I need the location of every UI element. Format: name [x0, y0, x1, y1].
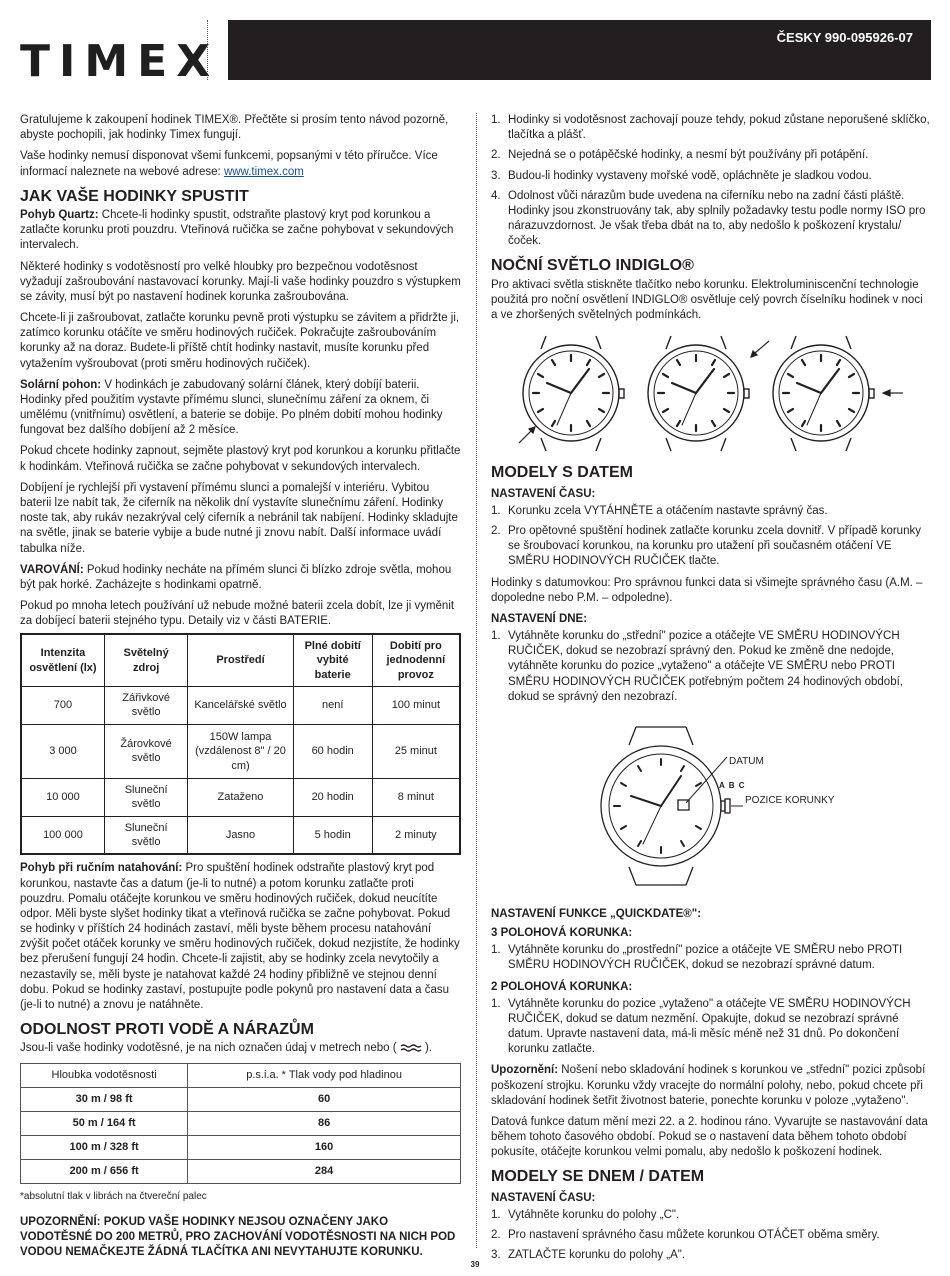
- table-header: Hloubka vodotěsnosti: [21, 1063, 188, 1087]
- left-column: [20, 113, 461, 1266]
- table-header-row: [21, 634, 460, 686]
- date-label: DATUM: [729, 755, 764, 767]
- table-cell: 20 hodin: [293, 778, 372, 816]
- table-cell: Kancelářské světlo: [188, 686, 293, 724]
- charging-paragraph: Dobíjení je rychlejší při vystavení přímému slunci a pomalejší v interiéru. Vybitou baterii lze nabít tak, že ciferník na několik dní vystavíte slunečnímu záření. Hodinky noste tak, aby rukáv nezakrýval celý ciferník a nebránil tak nabíjení. Hodinky skladujte na světle, jinak se baterie vybije a bude nutné ji znovu nabít. Další informace uvádí tabulka níže.: [20, 481, 458, 555]
- table-row: [21, 1087, 461, 1111]
- solar-start-paragraph: Pokud chcete hodinky zapnout, sejměte plastový kryt pod korunkou a korunku přitlačte k hodinkám. Vteřinová ručička se začne pohybovat v sekundových intervalech.: [20, 445, 461, 473]
- date-change-paragraph: Datová funkce datum mění mezi 22. a 2. hodinou ráno. Vyvarujte se nastavování data během tohoto časového období. Pokud se o nastavení data během tohoto období pokusíte, otáčejte korunkou velmi pomalu, aby nedošlo k poškození hodinek.: [491, 1115, 928, 1159]
- set-day-heading: NASTAVENÍ DNE:: [491, 612, 588, 625]
- day-list: [491, 629, 931, 705]
- quartz-paragraph: Pohyb Quartz: Chcete-li hodinky spustit, odstraňte plastový kryt pod korunkou a zatlačte korunku proti pouzdru. Vteřinová ručička se začne pohybovat v sekundových intervalech.: [20, 209, 454, 252]
- water-list: [491, 113, 931, 249]
- set-time-heading: NASTAVENÍ ČASU:: [491, 487, 596, 500]
- notice-paragraph: Upozornění: Nošení nebo skladování hodinek s korunkou ve „střední" pozici způsobí poškození strojku. Korunku vždy vracejte do normální polohy, nebo, pokud chcete při skladování hodinek šetřit životnost baterie, ponechte korunku v poloze „vytaženo".: [491, 1064, 926, 1107]
- three-position-list: [491, 943, 931, 973]
- list-item: 1. Vytáhněte korunku do „střední" pozice a otáčejte VE SMĚRU HODINOVÝCH RUČIČEK, dokud se nezobrazí správný den. Pokud ke změně dne nedojde, vytáhněte korunku do pozice „vytaženo" a otáčejte VE SMĚRU nebo PROTI SMĚRU HODINOVÝCH RUČIČEK potřebným počtem 24 hodinových období, dokud se správný den nezobrazí.: [491, 630, 903, 703]
- table-cell: 2 minuty: [372, 816, 460, 854]
- table-cell: 100 000: [21, 816, 104, 854]
- water-warning: UPOZORNĚNÍ: POKUD VAŠE HODINKY NEJSOU OZNAČENY JAKO VODOTĚSNÉ DO 200 METRŮ, PRO ZACHOVÁNÍ VODOTĚSNOSTI NA NICH POD VODOU NEMAČKEJTE ŽÁDNÁ TLAČÍTKA ANI NEVYTAHUJTE KORUNKU.: [20, 1215, 456, 1259]
- manual-wind-paragraph: Pohyb při ručním natahování: Pro spuštění hodinek odstraňte plastový kryt pod korunkou, nastavte čas a datum (je-li to nutné) a potom korunku zatlačte proti pouzdru. Pomalu otáčejte korunkou ve směru hodinových ručiček, dokud neucítíte odpor. Měli byste slyšet hodinky tikat a vteřinová ručička se začne pohybovat. Pokud se hodinky v příštích 24 hodinách zastaví, měli byste během procesu natahování zvýšit počet otáček korunky ve směru hodinových ručiček, dokud nezjistíte, že hodinky bez přerušení fungují 24 hodin. Chcete-li zajistit, aby se hodinky zcela nevytočily a nezastavily se, měli byste je natahovat každé 24 hodiny přibližně ve stejnou denní dobu. Pokud se hodinky zastaví, postupujte podle pokynů pro nastavení data a času (je-li to nutné) a znovu je natáhněte.: [20, 862, 460, 1011]
- table-row: [21, 1159, 461, 1183]
- table-cell: 100 m / 328 ft: [21, 1135, 188, 1159]
- header-bar: [228, 20, 931, 80]
- table-cell: 8 minut: [372, 778, 460, 816]
- list-item: 2. Pro opětovné spuštění hodinek zatlačte korunku zcela dovnitř. V případě korunky se šroubovací korunkou, na korunku pro utažení při současném otáčení VE SMĚRU HODINOVÝCH RUČIČEK tlačte.: [491, 525, 921, 568]
- screw-crown-paragraph: Chcete-li ji zašroubovat, zatlačte korunku pevně proti výstupku se závitem a přidržte ji, zatímco korunku otáčíte ve směru hodinových ručiček. Pokračujte zašroubováním korunky až na doraz. Budete-li příště chtít hodinky nastavit, musíte korunku před vytažením vyšroubovat (proti směru hodinových ručiček).: [20, 312, 460, 370]
- table-cell: není: [293, 686, 372, 724]
- crown-position-label: POZICE KORUNKY: [745, 794, 835, 806]
- list-item: 4. Odolnost vůči nárazům bude uvedena na ciferníku nebo na zadní části pláště. Hodinky jsou zkonstruovány tak, aby splnily požadavky testu podle normy ISO pro nárazuvzdornost. Je však třeba dbát na to, aby nedošlo k poškození krystalu/čoček.: [491, 189, 926, 248]
- warning-paragraph: VAROVÁNÍ: Pokud hodinky necháte na přímém slunci či blízko zdroje světla, mohou být pak horké. Zacházejte s hodinkami opatrně.: [20, 563, 452, 591]
- header-divider: [207, 20, 208, 80]
- table-cell: Jasno: [188, 816, 293, 854]
- table-cell: Žárovkové světlo: [104, 724, 187, 778]
- table-cell: 700: [21, 686, 104, 724]
- psia-footnote: *absolutní tlak v librách na čtvereční palec: [20, 1190, 207, 1202]
- time2-list: [491, 1208, 931, 1264]
- table-cell: 30 m / 98 ft: [21, 1087, 188, 1111]
- table-header: Dobití pro jednodenní provoz: [372, 634, 460, 686]
- deep-water-paragraph: Některé hodinky s vodotěsností pro velké hloubky pro bezpečnou vodotěsnost vyžadují zašroubování nastavovací korunky. Mají-li vaše hodinky pouzdro s výstupkem se závity, musí být po nastavení hodinek korunka zašroubována.: [20, 260, 461, 303]
- table-row: [21, 816, 460, 854]
- table-cell: Sluneční světlo: [104, 816, 187, 854]
- section-water-heading: ODOLNOST PROTI VODĚ A NÁRAZŮM: [20, 1021, 314, 1039]
- quickdate-heading: NASTAVENÍ FUNKCE „QUICKDATE®":: [491, 907, 702, 920]
- table-header: Světelný zdroj: [104, 634, 187, 686]
- water-waves-icon: [400, 1043, 422, 1053]
- crown-positions-diagram: [491, 723, 921, 893]
- list-item: 3. ZATLAČTE korunku do polohy „A".: [491, 1249, 686, 1262]
- table-cell: 200 m / 656 ft: [21, 1159, 188, 1183]
- table-cell: 100 minut: [372, 686, 460, 724]
- list-item: 1. Vytáhněte korunku do „prostřední" pozice a otáčejte VE SMĚRU nebo PROTI SMĚRU HODINOVÝCH RUČIČEK, dokud se nezobrazí správné datum.: [491, 944, 903, 972]
- intro-paragraph: Gratulujeme k zakoupení hodinek TIMEX®. Přečtěte si prosím tento návod pozorně, abyste pochopili, jak hodinky Timex fungují.: [20, 114, 449, 142]
- three-position-heading: 3 POLOHOVÁ KORUNKA:: [491, 927, 633, 940]
- table-cell: 284: [188, 1159, 461, 1183]
- indiglo-paragraph: Pro aktivaci světla stiskněte tlačítko nebo korunku. Elektroluminiscenční technologie použitá pro noční osvětlení INDIGLO® osvětluje celý povrch číselníku hodinek v noci a ve zhoršených světelných podmínkách.: [491, 278, 923, 322]
- section-start-heading: JAK VAŠE HODINKY SPUSTIT: [20, 187, 249, 205]
- table-cell: Sluneční světlo: [104, 778, 187, 816]
- table-row: [21, 1135, 461, 1159]
- table-cell: 50 m / 164 ft: [21, 1111, 188, 1135]
- set-time-heading-2: NASTAVENÍ ČASU:: [491, 1191, 596, 1204]
- indiglo-watches-illustration: [491, 331, 921, 456]
- list-item: 1. Hodinky si vodotěsnost zachovají pouze tehdy, pokud zůstane neporušené sklíčko, tlačítka a plášť.: [491, 114, 930, 142]
- table-row: [21, 686, 460, 724]
- table-cell: 5 hodin: [293, 816, 372, 854]
- intro-website-paragraph: Vaše hodinky nemusí disponovat všemi funkcemi, popsanými v této příručce. Více informací naleznete na webové adrese: www.timex.com: [20, 150, 438, 178]
- page-number: 39: [470, 1260, 480, 1269]
- battery-replace-paragraph: Pokud po mnoha letech používání už nebude možné baterii zcela dobít, lze ji vyměnit za dobíjecí baterii stejného typu. Detaily viz v části BATERIE.: [20, 600, 455, 628]
- list-item: 2. Pro nastavení správného času můžete korunkou OTÁČET oběma směry.: [491, 1229, 880, 1242]
- section-date-models-heading: MODELY S DATEM: [491, 464, 633, 482]
- list-item: 1. Vytáhněte korunku do polohy „C".: [491, 1209, 680, 1222]
- table-cell: Zářivkové světlo: [104, 686, 187, 724]
- list-item: 1. Korunku zcela VYTÁHNĚTE a otáčením nastavte správný čas.: [491, 504, 828, 517]
- crown-positions-letters: A B C: [719, 780, 746, 790]
- table-cell: Zataženo: [188, 778, 293, 816]
- list-item: 1. Vytáhněte korunku do pozice „vytaženo" a otáčejte VE SMĚRU HODINOVÝCH RUČIČEK, dokud se datum nezmění. Opakujte, dokud se nezobrazí správné datum. Upravte nastavení data, má-li měsíc méně než 31 dnů. Po dokončení korunku zatlačte.: [491, 997, 911, 1056]
- right-column: [491, 113, 931, 1270]
- timex-website-link[interactable]: www.timex.com: [223, 165, 304, 178]
- table-header-row: [21, 1063, 461, 1087]
- section-indiglo-heading: NOČNÍ SVĚTLO INDIGLO®: [491, 257, 694, 275]
- table-header: Plné dobití vybité baterie: [293, 634, 372, 686]
- table-cell: 150W lampa (vzdálenost 8" / 20 cm): [188, 724, 293, 778]
- table-row: [21, 1111, 461, 1135]
- list-item: 2. Nejedná se o potápěčské hodinky, a nesmí být používány při potápění.: [491, 149, 869, 162]
- two-position-list: [491, 997, 931, 1058]
- solar-paragraph: Solární pohon: V hodinkách je zabudovaný solární článek, který dobíjí baterii. Hodinky před použitím vystavte přímému slunci, slunečnímu záření za oknem, či umělému (vnitřnímu) osvětlení, a baterie se dobije. Po plném dobití mohou hodinky fungovat bez dalšího dobíjení až 2 měsíce.: [20, 378, 443, 437]
- table-header: p.s.i.a. * Tlak vody pod hladinou: [188, 1063, 461, 1087]
- table-cell: 60 hodin: [293, 724, 372, 778]
- table-row: [21, 778, 460, 816]
- table-header: Prostředí: [188, 634, 293, 686]
- water-resistance-table: [20, 1063, 461, 1184]
- table-row: [21, 724, 460, 778]
- solar-charging-table: [20, 633, 461, 855]
- table-header: Intenzita osvětlení (lx): [21, 634, 104, 686]
- time-list: [491, 504, 931, 570]
- table-cell: 10 000: [21, 778, 104, 816]
- document-code: ČESKY 990-095926-07: [776, 30, 913, 45]
- table-cell: 3 000: [21, 724, 104, 778]
- table-cell: 60: [188, 1087, 461, 1111]
- table-cell: 25 minut: [372, 724, 460, 778]
- list-item: 3. Budou-li hodinky vystaveny mořské vodě, opláchněte je sladkou vodou.: [491, 169, 872, 182]
- table-cell: 86: [188, 1111, 461, 1135]
- ampm-paragraph: Hodinky s datumovkou: Pro správnou funkci data si všimejte správného času (A.M. – dopoledne nebo P.M. – odpoledne).: [491, 576, 923, 604]
- column-divider: [476, 113, 477, 1248]
- timex-logo: TIMEX: [20, 36, 220, 87]
- two-position-heading: 2 POLOHOVÁ KORUNKA:: [491, 980, 633, 993]
- section-day-date-heading: MODELY SE DNEM / DATEM: [491, 1168, 705, 1186]
- water-intro-paragraph: Jsou-li vaše hodinky vodotěsné, je na nich označen údaj v metrech nebo ( ).: [20, 1042, 432, 1055]
- table-cell: 160: [188, 1135, 461, 1159]
